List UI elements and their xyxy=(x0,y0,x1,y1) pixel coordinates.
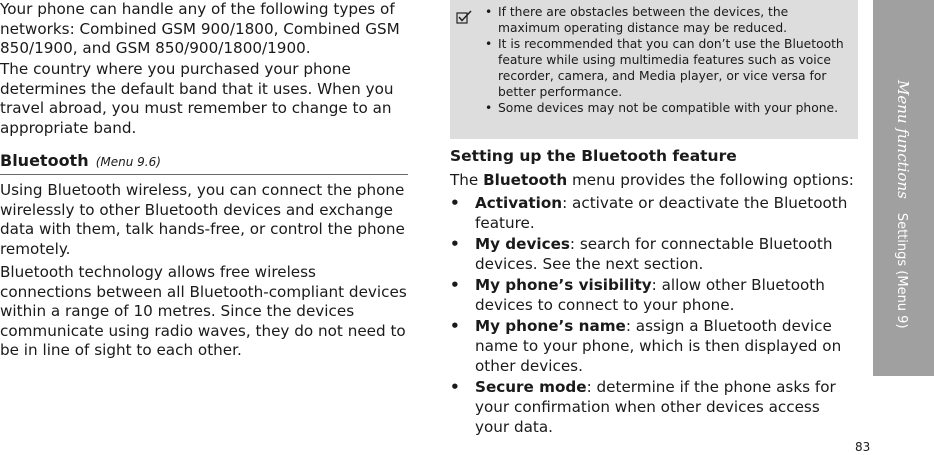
option-secure-mode xyxy=(450,377,858,437)
option-term: My devices xyxy=(475,235,570,253)
note-item xyxy=(478,4,850,36)
option-my-devices xyxy=(450,234,858,274)
option-desc: : determine if the phone asks for your confirmation when other devices access your data. xyxy=(475,378,836,436)
note-item xyxy=(478,100,850,116)
option-term: My phone’s visibility xyxy=(475,276,652,294)
intro-suffix: menu provides the following options: xyxy=(567,171,854,189)
note-list xyxy=(478,4,850,116)
bluetooth-section-heading xyxy=(0,150,408,175)
note-bullet: • xyxy=(485,5,493,19)
option-bullet: • xyxy=(450,194,460,212)
intro-term: Bluetooth xyxy=(483,171,568,189)
option-term: Secure mode xyxy=(475,378,587,396)
option-bullet: • xyxy=(450,317,460,335)
bluetooth-range-paragraph: Bluetooth technology allows free wireless connections between all Bluetooth-compliant devices within a range of 10 metres. Since the devices communicate using radio waves, they do not need to be in line of sight to each other. xyxy=(0,263,407,359)
options-intro xyxy=(450,170,858,190)
note-item-text: Some devices may not be compatible with your phone. xyxy=(498,101,839,115)
side-tab-subsection: Settings (Menu 9) xyxy=(894,212,909,329)
note-item-text: It is recommended that you can don’t use the Bluetooth feature while using multimedia features such as voice recorder, camera, and Media player, or vice versa for better performance. xyxy=(498,37,844,99)
bluetooth-intro-paragraph: Using Bluetooth wireless, you can connect the phone wirelessly to other Bluetooth devices and exchange data with them, talk hands-free, or control the phone remotely. xyxy=(0,181,405,258)
band-paragraph: The country where you purchased your phone determines the default band that it uses. When you travel abroad, you must remember to change to an appropriate band. xyxy=(0,60,394,137)
side-tab-section: Menu functions xyxy=(894,80,912,199)
note-item-text: If there are obstacles between the devices, the maximum operating distance may be reduced. xyxy=(498,5,789,35)
setup-heading: Setting up the Bluetooth feature xyxy=(450,147,737,165)
option-desc: : assign a Bluetooth device name to your phone, which is then displayed on other devices. xyxy=(475,317,842,375)
option-term: Activation xyxy=(475,194,563,212)
note-item xyxy=(478,36,850,100)
note-bullet: • xyxy=(485,101,493,115)
section-title: Bluetooth xyxy=(0,151,89,170)
note-box xyxy=(450,0,858,139)
option-term: My phone’s name xyxy=(475,317,626,335)
option-activation xyxy=(450,193,858,233)
option-desc: : search for connectable Bluetooth devices. See the next section. xyxy=(475,235,833,273)
intro-prefix: The xyxy=(450,171,484,189)
option-bullet: • xyxy=(450,276,460,294)
option-phone-name xyxy=(450,316,858,376)
option-desc: : activate or deactivate the Bluetooth feature. xyxy=(475,194,848,232)
checkbox-note-icon xyxy=(456,9,472,23)
option-bullet: • xyxy=(450,235,460,253)
section-menu-ref: (Menu 9.6) xyxy=(95,155,161,169)
note-bullet: • xyxy=(485,37,493,51)
side-tab-label xyxy=(891,80,913,329)
option-bullet: • xyxy=(450,378,460,396)
options-list xyxy=(450,193,858,438)
page-number: 83 xyxy=(855,440,871,454)
network-types-paragraph: Your phone can handle any of the following types of networks: Combined GSM 900/1800, Combined GSM 850/1900, and GSM 850/900/1800/1900. xyxy=(0,0,400,57)
option-desc: : allow other Bluetooth devices to connect to your phone. xyxy=(475,276,825,314)
option-visibility xyxy=(450,275,858,315)
